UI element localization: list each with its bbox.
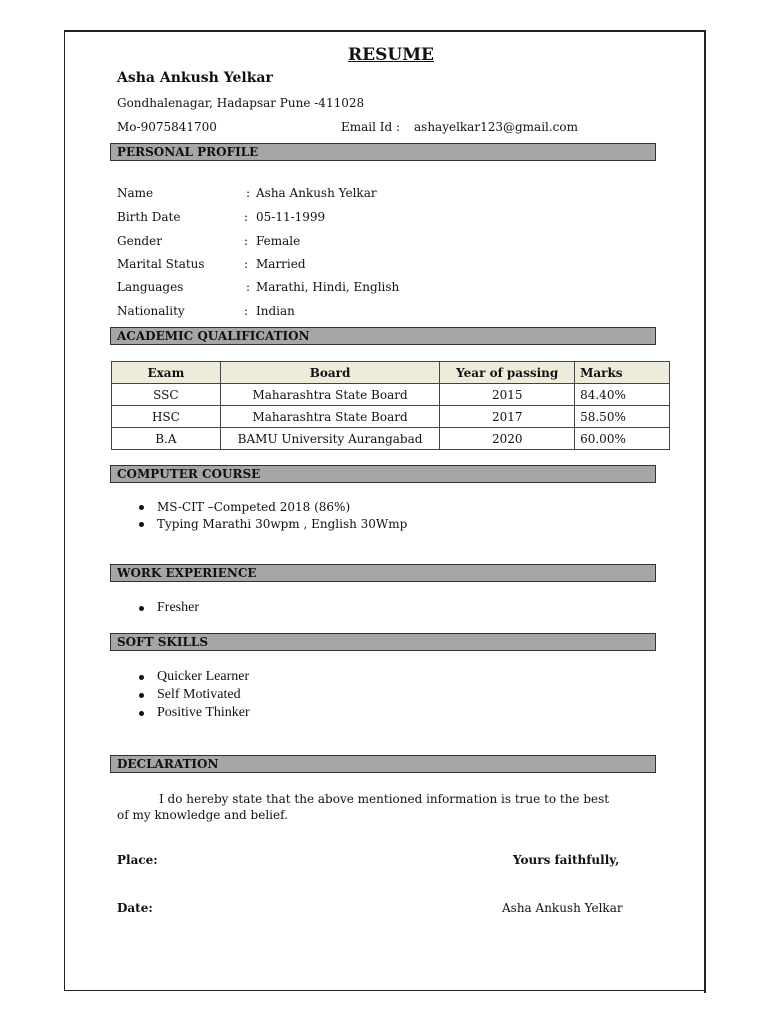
- profile-colon: :: [246, 280, 251, 294]
- email-label: Email Id :: [341, 120, 401, 134]
- section-personal-profile: PERSONAL PROFILE: [110, 143, 656, 161]
- profile-value: Female: [256, 234, 301, 248]
- table-cell: BAMU University Aurangabad: [220, 428, 440, 450]
- profile-colon: :: [244, 234, 249, 248]
- list-item: Quicker Learner: [135, 668, 250, 686]
- email[interactable]: ashayelkar123@gmail.com: [414, 120, 579, 134]
- resume-title: RESUME: [348, 45, 434, 65]
- table-cell: 2020: [440, 428, 575, 450]
- table-row: [112, 384, 670, 406]
- profile-label: Birth Date: [117, 210, 181, 224]
- address: Gondhalenagar, Hadapsar Pune -411028: [117, 96, 365, 110]
- section-work-experience: WORK EXPERIENCE: [110, 564, 656, 582]
- date-label: Date:: [117, 901, 153, 915]
- profile-label: Marital Status: [117, 257, 205, 271]
- list-item: Positive Thinker: [135, 704, 250, 722]
- table-cell: HSC: [112, 406, 221, 428]
- mobile: Mo-9075841700: [117, 120, 217, 134]
- profile-value: Indian: [256, 304, 295, 318]
- table-cell: 60.00%: [575, 428, 670, 450]
- profile-colon: :: [244, 257, 249, 271]
- profile-value: 05-11-1999: [256, 210, 326, 224]
- column-header: Board: [220, 362, 440, 384]
- table-cell: B.A: [112, 428, 221, 450]
- table-row: [112, 428, 670, 450]
- profile-label: Name: [117, 186, 154, 200]
- list-item: MS-CIT –Competed 2018 (86%): [135, 499, 407, 516]
- table-cell: SSC: [112, 384, 221, 406]
- profile-value: Marathi, Hindi, English: [256, 280, 400, 294]
- column-header: Exam: [112, 362, 221, 384]
- signature-name: Asha Ankush Yelkar: [502, 901, 623, 915]
- table-cell: 2017: [440, 406, 575, 428]
- table-cell: Maharashtra State Board: [220, 384, 440, 406]
- profile-value: Married: [256, 257, 306, 271]
- declaration-text: [117, 791, 617, 823]
- section-academic: ACADEMIC QUALIFICATION: [110, 327, 656, 345]
- list-item: Self Motivated: [135, 686, 250, 704]
- table-cell: Maharashtra State Board: [220, 406, 440, 428]
- table-header-row: [112, 362, 670, 384]
- profile-label: Languages: [117, 280, 184, 294]
- column-header: Year of passing: [440, 362, 575, 384]
- profile-label: Nationality: [117, 304, 185, 318]
- profile-colon: :: [246, 186, 251, 200]
- table-cell: 58.50%: [575, 406, 670, 428]
- academic-table: [111, 361, 670, 450]
- declaration-body: I do hereby state that the above mentioned information is true to the best of my knowledge and belief.: [117, 792, 610, 822]
- place-label: Place:: [117, 853, 158, 867]
- profile-colon: :: [244, 210, 249, 224]
- list-item: Fresher: [135, 599, 199, 617]
- table-cell: 2015: [440, 384, 575, 406]
- closing-text: Yours faithfully,: [513, 853, 620, 867]
- column-header: Marks: [575, 362, 670, 384]
- profile-value: Asha Ankush Yelkar: [256, 186, 377, 200]
- section-soft-skills: SOFT SKILLS: [110, 633, 656, 651]
- section-declaration: DECLARATION: [110, 755, 656, 773]
- table-row: [112, 406, 670, 428]
- section-computer-course: COMPUTER COURSE: [110, 465, 656, 483]
- soft-skills-list: [135, 668, 250, 722]
- profile-colon: :: [244, 304, 249, 318]
- table-cell: 84.40%: [575, 384, 670, 406]
- candidate-name: Asha Ankush Yelkar: [117, 70, 273, 86]
- page-right-border: [704, 30, 706, 993]
- profile-label: Gender: [117, 234, 162, 248]
- computer-course-list: [135, 499, 407, 533]
- work-experience-list: [135, 599, 199, 617]
- list-item: Typing Marathi 30wpm , English 30Wmp: [135, 516, 407, 533]
